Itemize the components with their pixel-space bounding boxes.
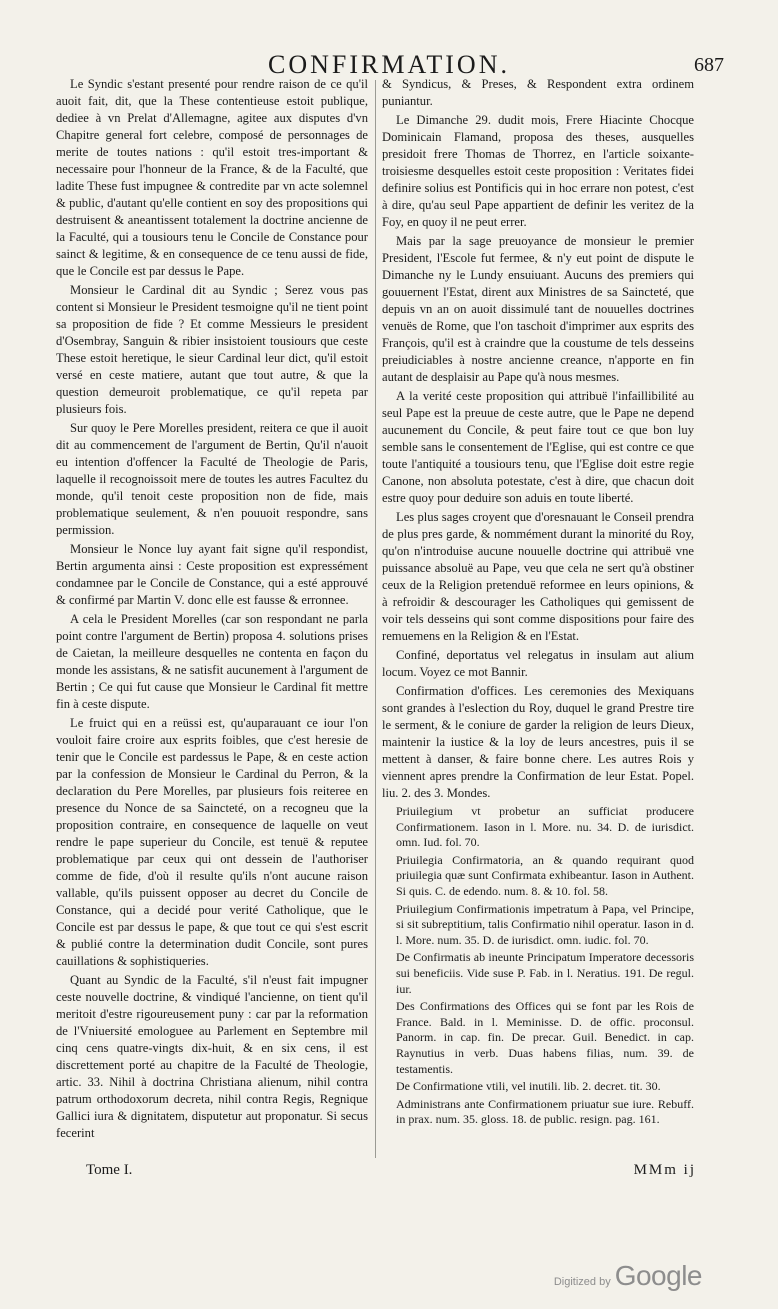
page-footer (56, 1162, 696, 1186)
paragraph: Le Dimanche 29. dudit mois, Frere Hiacinte Chocque Dominicain Flamand, proposa des theses, ausquelles presidoit frere Thomas de Thorrez, en l'article soixante-troisiesme desquelles estoit ceste proposition : Veritates fidei definire solius est Pontificis qui in hoc errare non potest, c'est à dire, qu'au seul Pape appartient de definir les veritez de la Foy, en quoy il ne peut errer. (382, 113, 694, 229)
dictionary-entry: Confirmation d'offices. Les ceremonies des Mexiquans sont grandes à l'eslection du Roy, duquel le grand Prestre tire le serment, & le coniure de garder la religion de leurs Dieux, maintenir la iustice & la loy de leurs ancestres, puis il se mettent à danser, & faire bonne chere. Les autres Rois y viennent apres prendre la Confirmation de leur Estat. Popel. liu. 2. des 3. Mondes. (382, 684, 694, 800)
paragraph: Le Syndic s'estant presenté pour rendre raison de ce qu'il auoit fait, dit, que la These contentieuse estoit publique, dediee à vn Prelat d'Allemagne, agitee aux disputes d'vn Chapitre general fort celebre, composé de personnages de merite de toutes nations : qu'il estoit tres-important & necessaire pour l'honneur de la France, & de la Faculté, que ladite These fust impugnee & contredite par vn acte solemnel & public, d'autant qu'elle contient en soy des propositions qui destruisent & aneantissent totalement la doctrine ancienne de la Faculté, qui a tousiours tenu le Concile de Constance pour sainct & legitime, & en consequence de ce tenu aussi de fide, que le Concile est par dessus le Pape. (56, 77, 368, 278)
paragraph: Sur quoy le Pere Morelles president, reitera ce que il auoit dit au commencement de l'argument de Bertin, Qu'il n'auoit eu intention d'offencer la Faculté de Theologie de Paris, laquelle il recognoissoit mere de toutes les autres Facultez du monde, qu'il tenoit ceste proposition non de fide, mais problematique seulement, & n'en pouuoit respondre, sans permission. (56, 421, 368, 537)
dictionary-entry: Confiné, deportatus vel relegatus in insulam aut alium locum. Voyez ce mot Bannir. (382, 648, 694, 679)
paragraph: Mais par la sage preuoyance de monsieur le premier President, l'Escole fut fermee, & n'y eut point de dispute le Dimanche ny le Lundy ensuiuant. Aucuns des premiers qui gouuernent l'Estat, dirent aux Ministres de sa Saincteté, que depuis vn an on auoit dissimulé tant de nouuelles doctrines venuës de Rome, que l'on taschoit d'imprimer aux esprits des François, qu'il est à craindre que la coustume de tels desseins preiudiciables à nostre ancienne creance, n'apporte en fin autant de desplaisir au Pape qu'à nous mesmes. (382, 234, 694, 384)
watermark-prefix: Digitized by (553, 1276, 611, 1288)
paragraph: A cela le President Morelles (car son respondant ne parla point contre l'argument de Bertin) proposa 4. solutions prises de Caietan, la meilleure desquelles ne contenta en façon du monde les assistans, & ne satisfit aucunement à l'argument de Bertin ; Ce qui fut cause que Monsieur le Cardinal fit mettre fin à ceste dispute. (56, 612, 368, 711)
right-column (382, 76, 694, 1160)
column-divider (375, 80, 376, 1158)
left-column (56, 76, 368, 1160)
signature-mark: MMm ij (633, 1162, 696, 1178)
paragraph: Le fruict qui en a reüssi est, qu'auparauant ce iour l'on vouloit faire croire aux esprits foibles, que c'est heresie de tenir que le Concile est pardessus le Pape, & en ceste action par la confession de Monsieur le Cardinal du Perron, & la declaration du Pere Morelles, par plusieurs fois reiteree en presence du Nonce de sa Saincteté, on a recogneu que la proposition contraire, en consequence de laquelle on veut rendre le pape superieur du Concile, est tenuë & reputee problematique par ceux qui ont dessein de l'authoriser comme de fide, d'où il resulte qu'ils n'ont aucune raison vallable, qu'ils puissent opposer au decret du Concile de Constance, qui a decidé pour verité Catholique, que le Concile est par dessus le pape, & que tout ce qui s'est escrit & publié contre la determination dudit Concile, sont pures cauillations & sophistiqueries. (56, 716, 368, 968)
citation: Des Confirmations des Offices qui se font par les Rois de France. Bald. in l. Meminisse. D. de offic. proconsul. Panorm. in cap. fin. De precar. Guil. Benedict. in cap. Raynutius in verb. Duas habens filias, num. 39. de testamentis. (396, 999, 694, 1076)
digitized-watermark (554, 1260, 702, 1292)
citation: De Confirmatione vtili, vel inutili. lib. 2. decret. tit. 30. (396, 1079, 661, 1094)
volume-label: Tome I. (86, 1162, 133, 1178)
paragraph: Monsieur le Nonce luy ayant fait signe qu'il respondist, Bertin argumenta ainsi : Ceste proposition est expressément condamnee par le Concile de Constance, qui a esté approuvé & confirmé par Martin V. donc elle est fausse & erronnee. (56, 542, 368, 607)
citation: De Confirmatis ab ineunte Principatum Imperatore decessoris sui beneficiis. Vide suse P. Fab. in l. Neratius. 191. De regul. iur. (396, 950, 694, 996)
paragraph: Monsieur le Cardinal dit au Syndic ; Serez vous pas content si Monsieur le President tesmoigne qu'il ne tient point sa proposition de fide ? Et comme Messieurs le president d'Osembray, Sanguin & ribier insistoient tousiours que ceste These estoit heretique, le sieur Cardinal leur dict, qu'il estoit versé en ceste matiere, autant que tout autre, & que la question demeuroit problematique, ce qu'il repeta par plusieurs fois. (56, 283, 368, 416)
citation: Priuilegia Confirmatoria, an & quando requirant quod priuilegia quæ sunt Confirmata exhibeantur. Iason in Authent. Si quis. C. de edendo. num. 8. & 10. fol. 58. (396, 852, 694, 898)
paragraph: Les plus sages croyent que d'oresnauant le Conseil prendra de plus pres garde, & nommément durant la minorité du Roy, qu'on n'introduise aucune nouuelle doctrine qui attribuë vne puissance absoluë au Pape, veu que cela ne sert qu'à obstiner ceux de la Religion pretenduë reformee en leurs opinions, & à refroidir & descourager les Catholiques qui gemissent de voir tels desseins qui sont comme dispositions pour faire des remuemens en la Religion & en l'Estat. (382, 510, 694, 643)
paragraph: & Syndicus, & Preses, & Respondent extra ordinem puniantur. (382, 77, 694, 108)
paragraph: A la verité ceste proposition qui attribuë l'infaillibilité au seul Pape est la preuue de ceste autre, que le Pape ne depend aucunement du Concile, & peut faire tout ce que bon luy semble sans le consentement de l'Eglise, qui est contre ce que toute l'antiquité a tousiours tenu, que l'Eglise doit estre regie Canone, non absoluta potestate, c'est à dire, que chacun doit estre quoy pour deduire son aduis en toute liberté. (382, 389, 694, 505)
paragraph: Quant au Syndic de la Faculté, s'il n'eust fait impugner ceste nouvelle doctrine, & vindiqué l'ancienne, on tient qu'il meritoit d'estre rigoureusement puny : car par la reformation de l'Vniuersité emologuee au Parlement en Septembre mil cinq cens quatre-vingts dix-huit, & en six cens, il est discrettement porté au chapitre de la Faculté de Theologie, artic. 33. Nihil à doctrina Christiana alienum, nihil contra patrum orthodoxorum decreta, nihil contra Regis, Regnique Gallici iura & dignitatem, disputetur aut proponatur. Si secus fecerint (56, 973, 368, 1140)
citation: Administrans ante Confirmationem priuatur sue iure. Rebuff. in prax. num. 35. gloss. 18. de public. resign. pag. 161. (396, 1096, 694, 1127)
citation: Priuilegium vt probetur an sufficiat producere Confirmationem. Iason in l. More. nu. 34. D. de iurisdict. omn. Iud. fol. 70. (396, 804, 694, 850)
citation: Priuilegium Confirmationis impetratum à Papa, vel Principe, si sit subreptitium, talis Confirmatio nihil operatur. Iason in d. l. More. num. 35. D. de iurisdict. omn. iudic. fol. 70. (396, 901, 694, 947)
page-number: 687 (694, 54, 724, 76)
running-title: CONFIRMATION. (268, 50, 510, 79)
google-logo: Google (614, 1260, 702, 1291)
